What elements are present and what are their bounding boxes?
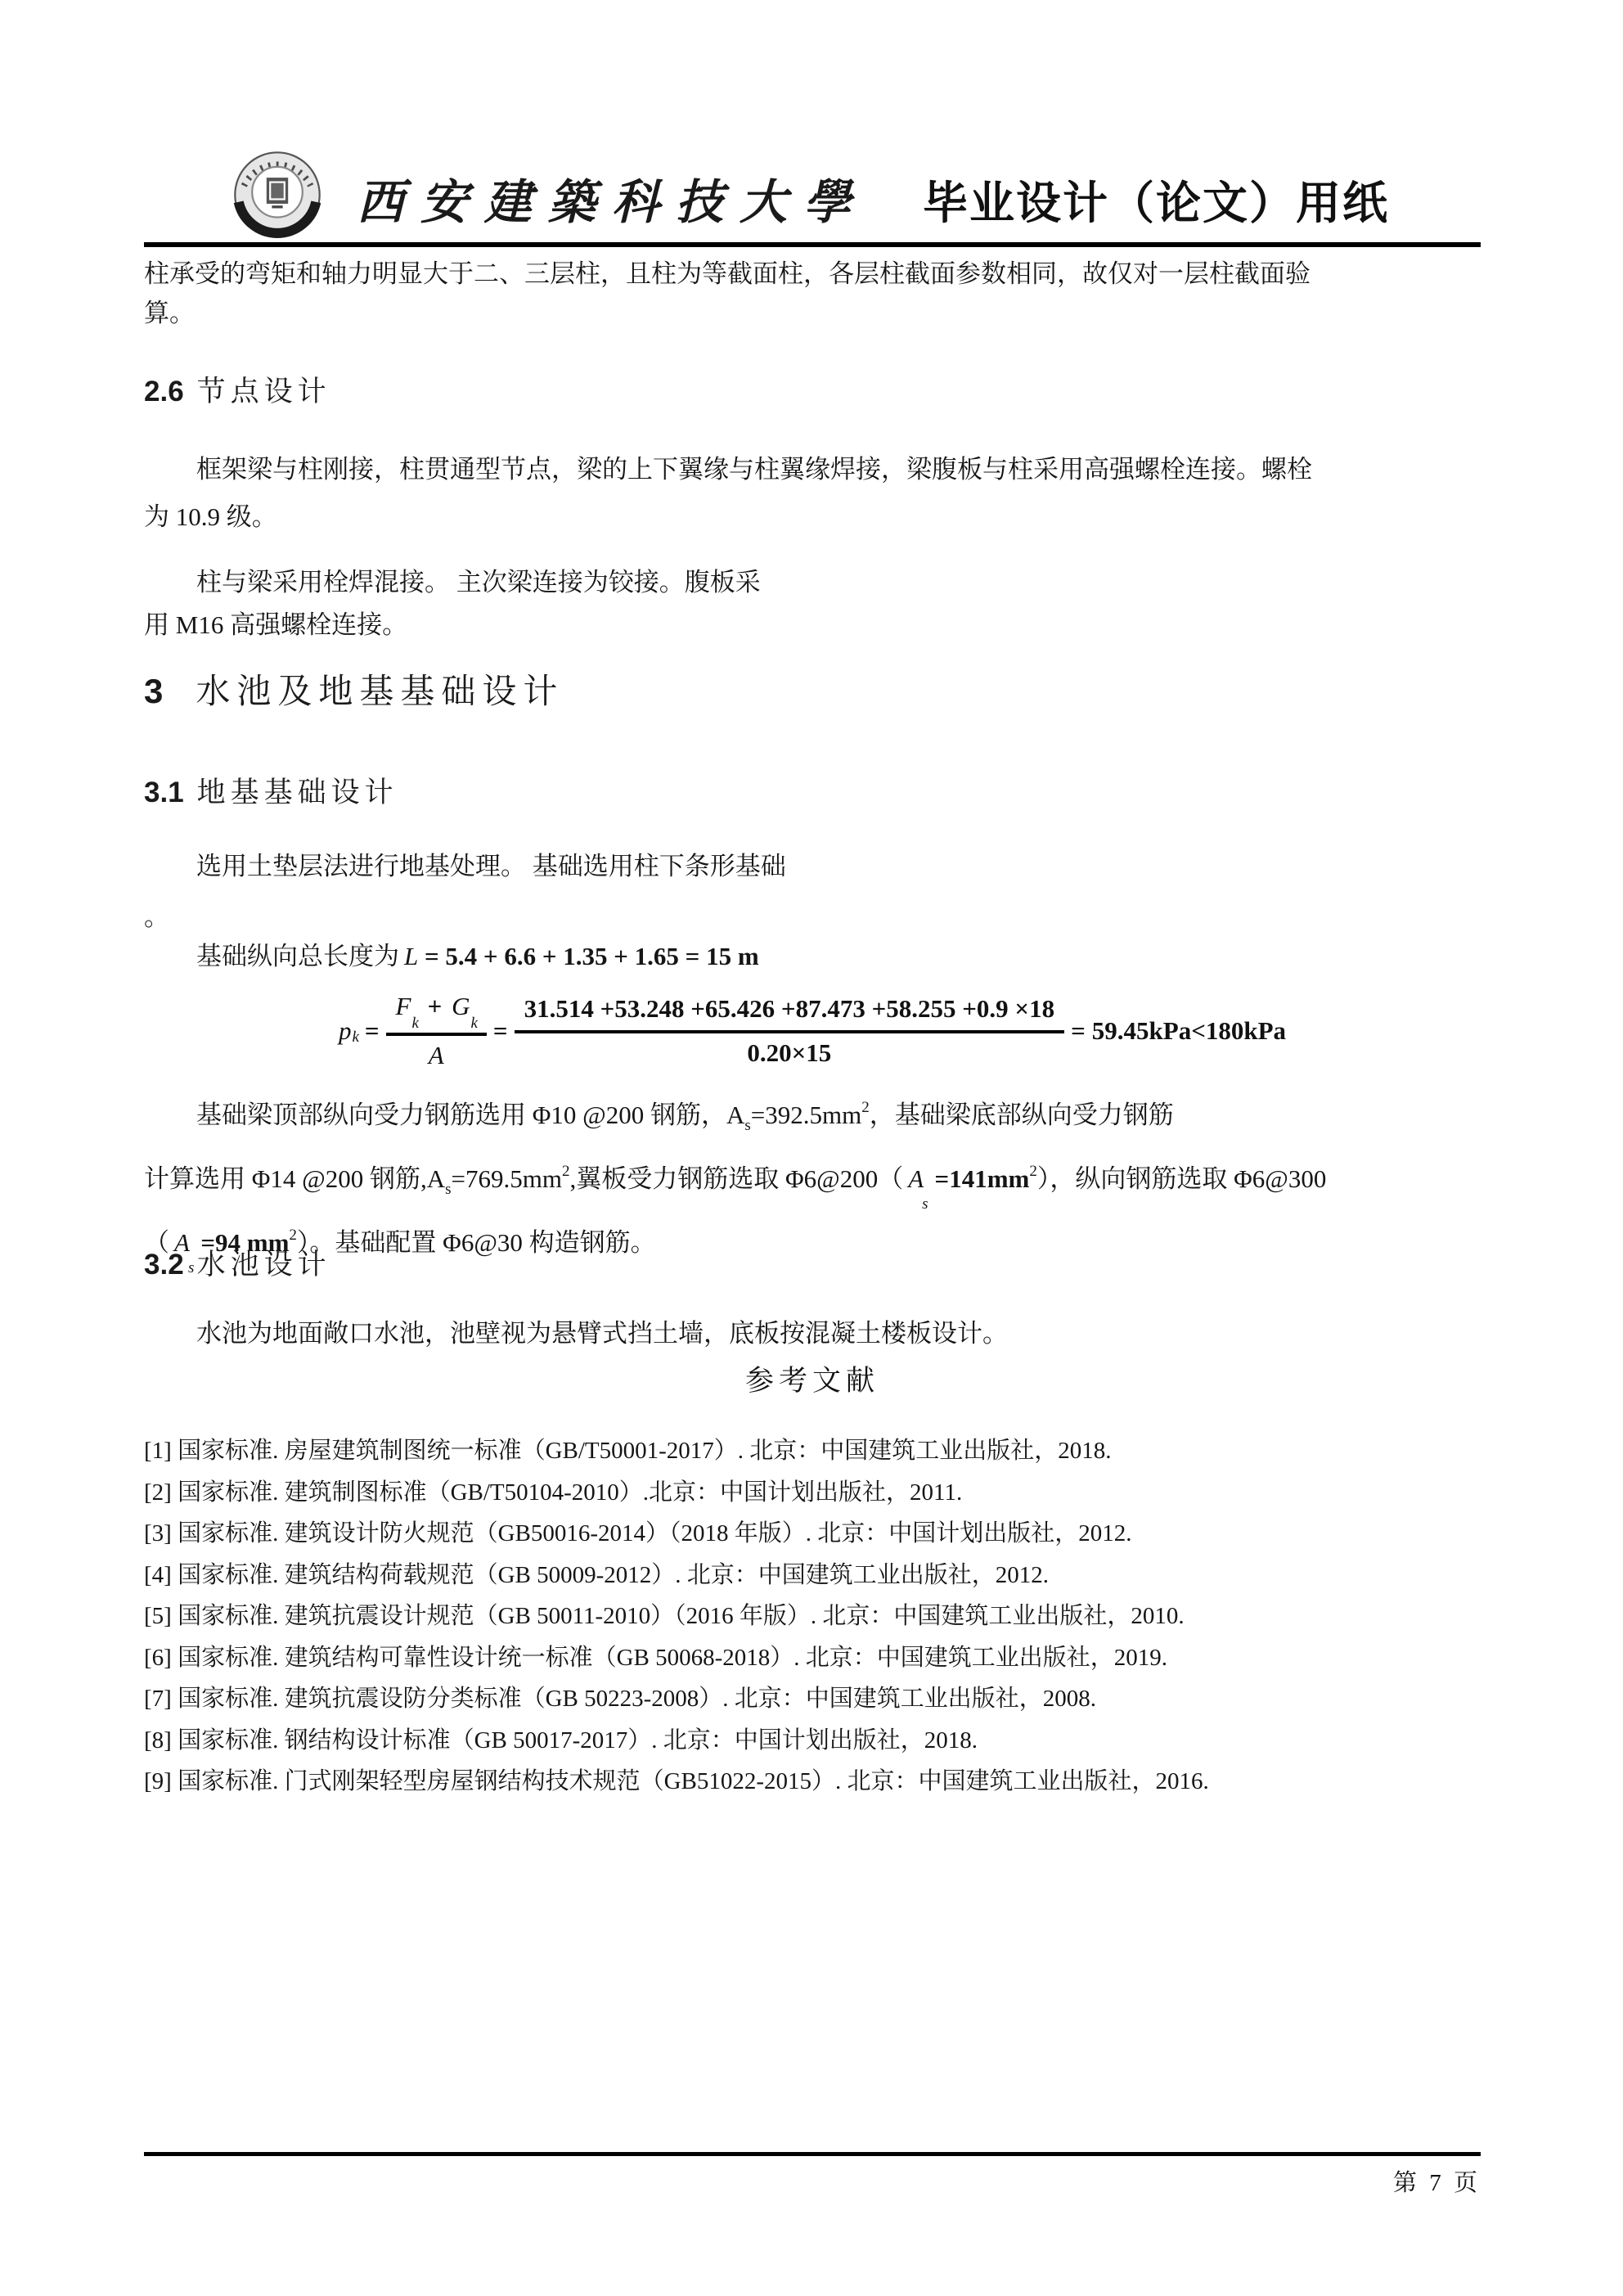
paragraph-rebar-line3: [144, 1213, 1518, 1276]
university-seal-icon: [232, 150, 322, 240]
paragraph-rebar-line2: [144, 1149, 1518, 1213]
formula-A: A: [428, 1040, 444, 1069]
paragraph-intro: [144, 254, 1481, 333]
rebar-l3-open: （: [144, 1228, 169, 1257]
heading-3-1-number: 3.1: [144, 777, 184, 808]
formula-fraction-symbolic: [386, 992, 487, 1069]
references-list: [144, 1430, 1535, 1803]
reference-item-9: [9] 国家标准. 门式刚架轻型房屋钢结构技术规范（GB51022-2015）. 北京：中国建筑工业出版社，2016.: [144, 1768, 1209, 1794]
rebar-l2-value: =769.5mm: [451, 1164, 562, 1193]
paragraph-rebar: [144, 1085, 1518, 1276]
heading-3-2: [144, 1242, 331, 1283]
paragraph-intro-line1: 柱承受的弯矩和轴力明显大于二、三层柱，且柱为等截面柱，各层柱截面参数相同，故仅对一层柱截面验: [144, 259, 1311, 288]
formula-equals-3: =: [1071, 1016, 1086, 1045]
rebar-l1-text: 基础梁顶部纵向受力钢筋选用 Φ10 @200 钢筋，A: [196, 1101, 745, 1129]
rebar-l3-sup: 2: [289, 1227, 297, 1244]
formula-F-sub: k: [411, 1014, 419, 1032]
heading-3-number: 3: [144, 672, 164, 710]
foundation-length-line: [196, 935, 759, 972]
reference-item-8: [8] 国家标准. 钢结构设计标准（GB 50017-2017）. 北京：中国计划出版社，2018.: [144, 1727, 978, 1754]
heading-3-1-title: 地基基础设计: [196, 777, 398, 808]
heading-3-title: 水池及地基基础设计: [196, 672, 564, 710]
length-label: 基础纵向总长度为: [196, 942, 399, 970]
paragraph-foundation-line2: 。: [144, 903, 169, 931]
length-expression: = 5.4 + 6.6 + 1.35 + 1.65 = 15 m: [425, 942, 759, 970]
heading-2-6: [144, 369, 331, 410]
reference-item-2: [2] 国家标准. 建筑制图标准（GB/T50104-2010）.北京：中国计划出版社，2011.: [144, 1479, 963, 1506]
rebar-l1-sup: 2: [861, 1099, 870, 1116]
header-rule: [144, 242, 1481, 247]
heading-2-6-title: 节点设计: [196, 376, 331, 407]
formula-lhs-subscript: k: [352, 1029, 359, 1046]
formula-fraction-numeric: [515, 994, 1065, 1068]
paragraph-joint-1-line2: 为 10.9 级。: [144, 502, 277, 531]
rebar-l2-sup: 2: [561, 1163, 570, 1180]
bearing-pressure-formula: [144, 992, 1481, 1070]
reference-item-5: [5] 国家标准. 建筑抗震设计规范（GB 50011-2010）（2016 年版）. 北京：中国建筑工业出版社，2010.: [144, 1603, 1185, 1629]
rebar-l2-A: A: [908, 1164, 924, 1193]
rebar-l2-value2: =141mm: [934, 1164, 1030, 1193]
rebar-l2-mid: ,翼板受力钢筋选取 Φ6@200（: [569, 1164, 904, 1193]
rebar-l1-tail: ，基础梁底部纵向受力钢筋: [869, 1101, 1174, 1129]
reference-item-1: [1] 国家标准. 房屋建筑制图统一标准（GB/T50001-2017）. 北京：中国建筑工业出版社，2018.: [144, 1438, 1112, 1464]
rebar-l2-sub: s: [445, 1181, 452, 1198]
heading-2-6-number: 2.6: [144, 376, 184, 407]
reference-item-4: [4] 国家标准. 建筑结构荷载规范（GB 50009-2012）. 北京：中国建筑工业出版社，2012.: [144, 1561, 1050, 1588]
rebar-l3-A-sub: s: [187, 1259, 195, 1276]
paragraph-rebar-line1: [144, 1085, 1518, 1149]
rebar-l2-sup2: 2: [1029, 1163, 1037, 1180]
university-name-calligraphy: 西安建築科技大學: [357, 174, 868, 230]
formula-denominator-values: 0.20×15: [747, 1038, 832, 1067]
rebar-l2-A-sub: s: [922, 1195, 928, 1213]
formula-equals-2: =: [492, 1016, 508, 1045]
heading-3-2-title: 水池设计: [196, 1249, 331, 1281]
paragraph-pool: 水池为地面敞口水池，池壁视为悬臂式挡土墙，底板按混凝土楼板设计。: [196, 1319, 1008, 1348]
formula-result: 59.45kPa<180kPa: [1091, 1016, 1287, 1045]
formula-plus: +: [427, 992, 443, 1021]
formula-G-sub: k: [470, 1014, 478, 1032]
formula-numerator-values: 31.514 +53.248 +65.426 +87.473 +58.255 +0.9 ×18: [515, 994, 1065, 1033]
page-number: 第 7 页: [1392, 2170, 1481, 2196]
formula-G: G: [452, 992, 470, 1021]
paragraph-joint-2-line1: 柱与梁采用栓焊混接。 主次梁连接为铰接。腹板采: [196, 568, 761, 597]
paragraph-joint-1-line1: 框架梁与柱刚接，柱贯通型节点，梁的上下翼缘与柱翼缘焊接，梁腹板与柱采用高强螺栓连接。螺栓: [196, 455, 1312, 484]
reference-item-6: [6] 国家标准. 建筑结构可靠性设计统一标准（GB 50068-2018）. 北京：中国建筑工业出版社，2019.: [144, 1644, 1168, 1671]
formula-lhs: p: [338, 1016, 352, 1045]
footer-rule: [144, 2152, 1481, 2156]
reference-item-7: [7] 国家标准. 建筑抗震设防分类标准（GB 50223-2008）. 北京：中国建筑工业出版社，2008.: [144, 1686, 1097, 1712]
heading-3: [144, 664, 564, 714]
paragraph-foundation: [144, 841, 1481, 943]
formula-F: F: [395, 992, 411, 1021]
paragraph-joint-2-line2: 用 M16 高强螺栓连接。: [144, 610, 408, 639]
paragraph-joint-2: [144, 561, 1481, 646]
formula-equals-1: =: [364, 1016, 380, 1045]
university-seal-graphic: [232, 150, 322, 240]
paragraph-intro-line2: 算。: [144, 299, 195, 327]
rebar-l3-A: A: [174, 1228, 190, 1257]
rebar-l2-As-variable: [908, 1156, 929, 1213]
paper-title: 毕业设计（论文）用纸: [923, 178, 1390, 228]
paragraph-foundation-line1: 选用土垫层法进行地基处理。 基础选用柱下条形基础: [196, 852, 786, 880]
rebar-l1-value: =392.5mm: [750, 1101, 862, 1129]
rebar-l2-tail: ），纵向钢筋选取 Φ6@300: [1036, 1164, 1327, 1193]
heading-3-2-number: 3.2: [144, 1249, 184, 1281]
paragraph-joint-1: [144, 446, 1481, 541]
references-title: 参考文献: [744, 1365, 879, 1397]
rebar-l2-text: 计算选用 Φ14 @200 钢筋,A: [144, 1164, 446, 1193]
rebar-l1-sub: s: [744, 1117, 751, 1134]
rebar-l3-value: =94 mm: [200, 1228, 290, 1257]
rebar-l3-tail: ）。基础配置 Φ6@30 构造钢筋。: [296, 1228, 656, 1257]
length-variable: L: [404, 942, 419, 970]
reference-item-3: [3] 国家标准. 建筑设计防火规范（GB50016-2014）（2018 年版）. 北京：中国计划出版社，2012.: [144, 1520, 1132, 1546]
heading-3-1: [144, 770, 398, 811]
